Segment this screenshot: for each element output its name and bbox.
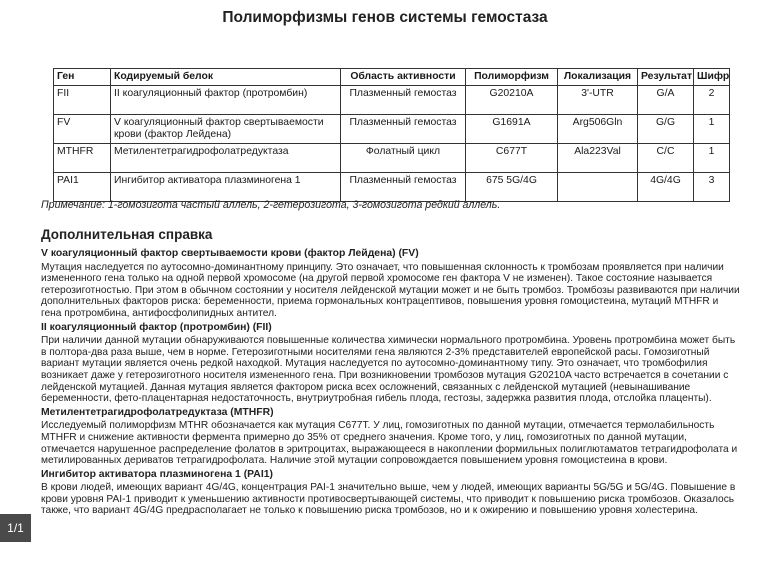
table-cell: 2 xyxy=(694,86,730,115)
table-header-cell: Полиморфизм xyxy=(466,69,558,86)
table-cell: 1 xyxy=(694,144,730,173)
gene-table xyxy=(53,68,730,202)
table-header-cell: Область активности xyxy=(341,69,466,86)
reference-title: Дополнительная справка xyxy=(41,227,213,242)
table-header-cell: Шифр xyxy=(694,69,730,86)
table-cell: 3 xyxy=(694,173,730,202)
table-cell: G20210A xyxy=(466,86,558,115)
table-cell: Метилентетрагидрофолатредуктаза xyxy=(111,144,341,173)
table-cell: C677T xyxy=(466,144,558,173)
table-cell: Ala223Val xyxy=(558,144,638,173)
table-cell: C/C xyxy=(638,144,694,173)
table-row xyxy=(54,173,730,202)
section-text-fv: Мутация наследуется по аутосомно-доминантному принципу. Это означает, что повышенная склонность к тромбозам проявляется при наличии измененного гена только на одной первой хромосоме (на другой первой хромосоме ген фактора V не изменен). Такое состояние называется гетерозиготностью. При этом в обычном состоянии у носителя лейденской мутации может и не быть тромбоз. Тромбозы развиваются при наличии дополнительных факторов риска: беременности, приема гормональных контрацептивов, повышения уровня гомоцистеина, мутаций MTHFR и гена протромбина, антифосфолипидных антител. xyxy=(41,261,740,319)
table-cell: 3'-UTR xyxy=(558,86,638,115)
table-header-row xyxy=(54,69,730,86)
table-cell: Плазменный гемостаз xyxy=(341,115,466,144)
table-row xyxy=(54,86,730,115)
table-cell: Плазменный гемостаз xyxy=(341,86,466,115)
table-header-cell: Ген xyxy=(54,69,111,86)
table-cell: Arg506Gln xyxy=(558,115,638,144)
page-counter-badge[interactable]: 1/1 xyxy=(0,514,31,542)
section-text-fii: При наличии данной мутации обнаруживаются повышенные количества химически нормального протромбина. Уровень протромбина может быть в полтора-два раза выше, чем в норме. Гетерозиготными носителями гена являются 2-3% представителей европейской расы. Гомозиготный вариант мутации является очень редкой находкой. Мутация наследуется по аутосомно-доминантному типу. Это означает, что тромбофилия возникает даже у гетерозиготного носителя измененного гена. При возникновении тромбозов мутация G20210A часто встречается в сочетании с лейденской мутацией. Данная мутация является фактором риска всех осложнений, связанных с лейденской мутацией (невынашивание беременности, фето-плацентарная недостаточность, внутриутробная гибель плода, гестозы, задержка развития плода, отслойка плаценты). xyxy=(41,335,736,405)
table-cell: Ингибитор активатора плазминогена 1 xyxy=(111,173,341,202)
document-title: Полиморфизмы генов системы гемостаза xyxy=(222,9,548,26)
table-cell: 4G/4G xyxy=(638,173,694,202)
table-note: Примечание: 1-гомозигота частый аллель, 2-гетерозигота, 3-гомозигота редкий аллель. xyxy=(41,199,501,211)
section-text-pai1: В крови людей, имеющих вариант 4G/4G, концентрация PAI-1 значительно выше, чем у людей, имеющих варианты 5G/5G и 5G/4G. Повышение в крови уровня PAI-1 приводит к уменьшению активности противосвертывающей системы, что приводит к повышению риска тромбозов. Оказалось также, что вариант 4G/4G предрасполагает не только к повышению риска тромбозов, но и к ожирению и повышению уровня холестерина. xyxy=(41,482,736,517)
table-header-cell: Локализация xyxy=(558,69,638,86)
table-cell: II коагуляционный фактор (протромбин) xyxy=(111,86,341,115)
section-text-mthfr: Исследуемый полиморфизм MTHR обозначается как мутация C677T. У лиц, гомозиготных по данной мутации, отмечается термолабильность MTHFR и снижение активности фермента примерно до 35% от среднего значения. Кроме того, у лиц, гомозиготных по данной мутации, отмечается нарушенное распределение фолатов в эритроцитах, выражающееся в накоплении формильных полиглютаматов тетрагидрофолата и метилированных дериватов тетрагидрофолата. Наличие этой мутации сопровождается повышением уровня гомоцистеина в крови. xyxy=(41,420,738,467)
table-cell: MTHFR xyxy=(54,144,111,173)
table-cell: Фолатный цикл xyxy=(341,144,466,173)
table-cell: PAI1 xyxy=(54,173,111,202)
table-cell: FII xyxy=(54,86,111,115)
section-heading-pai1: Ингибитор активатора плазминогена 1 (PAI1) xyxy=(41,468,273,480)
section-heading-mthfr: Метилентетрагидрофолатредуктаза (MTHFR) xyxy=(41,406,274,418)
table-cell: G1691A xyxy=(466,115,558,144)
reference-body xyxy=(41,246,741,519)
table-cell: FV xyxy=(54,115,111,144)
table-cell: G/A xyxy=(638,86,694,115)
table-cell: V коагуляционный фактор свертываемости крови (фактор Лейдена) xyxy=(111,115,341,144)
table-row xyxy=(54,115,730,144)
section-heading-fii: II коагуляционный фактор (протромбин) (FII) xyxy=(41,321,272,333)
table-cell: Плазменный гемостаз xyxy=(341,173,466,202)
section-heading-fv: V коагуляционный фактор свертываемости крови (фактор Лейдена) (FV) xyxy=(41,248,419,259)
table-header-cell: Кодируемый белок xyxy=(111,69,341,86)
table-header-cell: Результат xyxy=(638,69,694,86)
table-cell: 1 xyxy=(694,115,730,144)
table-cell xyxy=(558,173,638,202)
table-cell: 675 5G/4G xyxy=(466,173,558,202)
table-row xyxy=(54,144,730,173)
table-cell: G/G xyxy=(638,115,694,144)
